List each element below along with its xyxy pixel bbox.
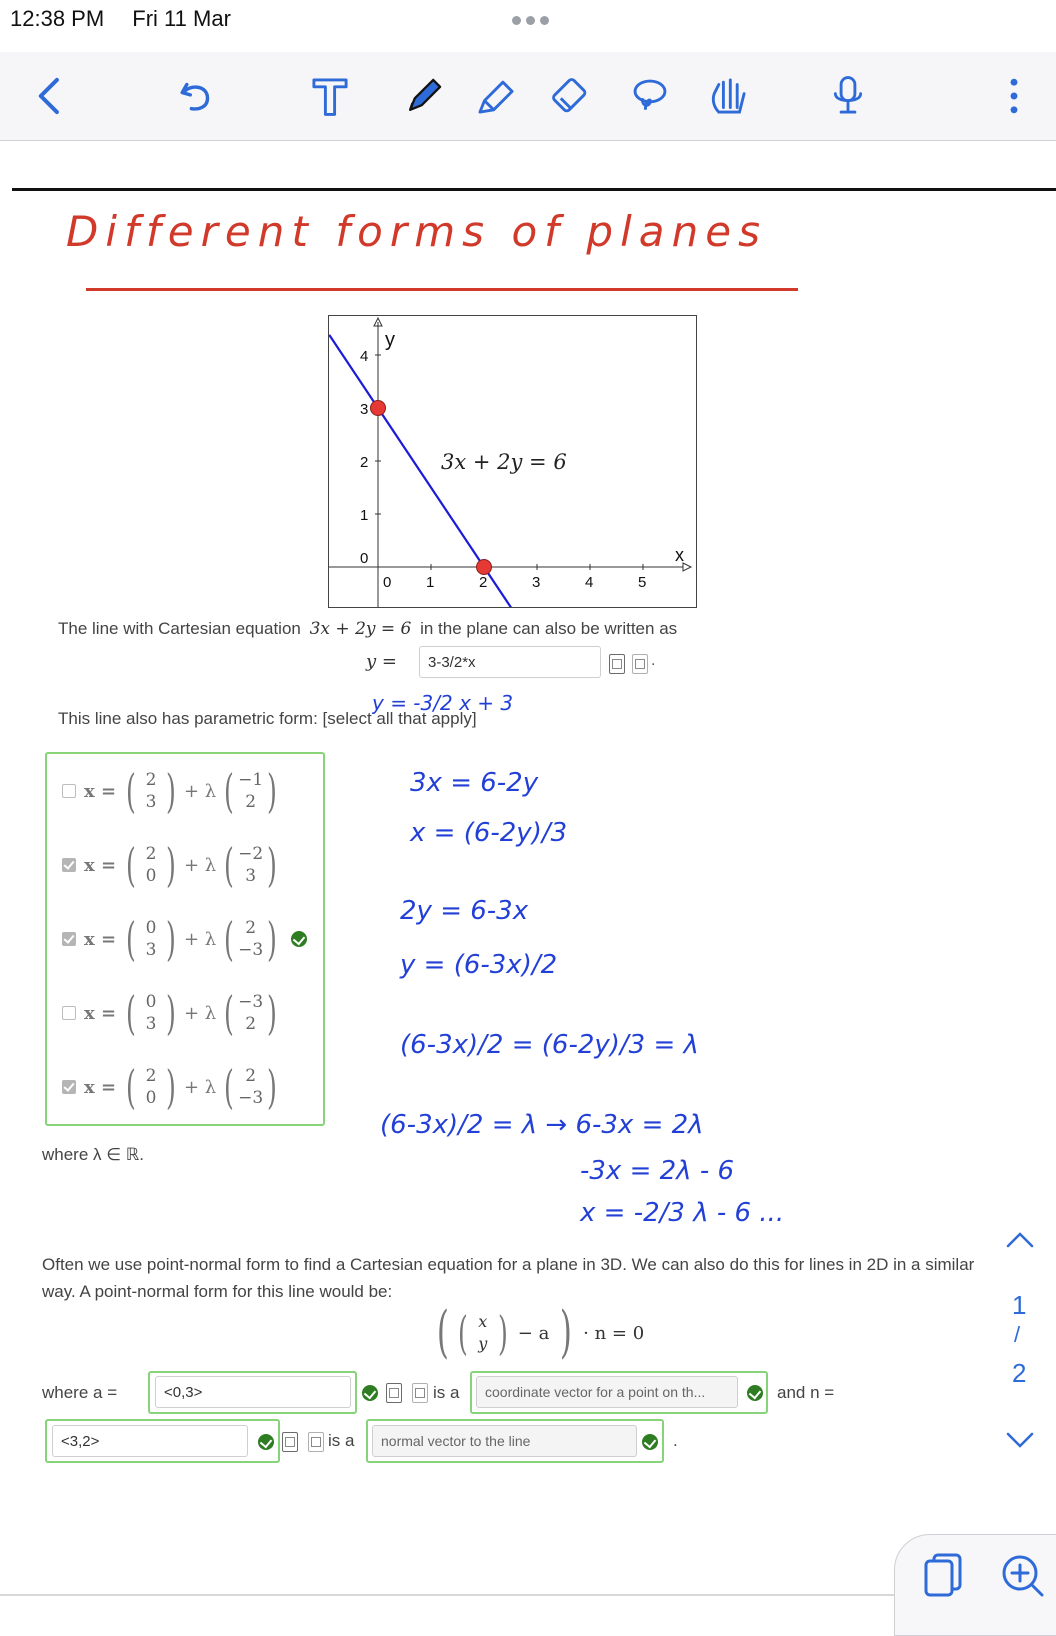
point-vector: ( 2 0 ) xyxy=(126,1060,176,1114)
y-eq-label: y = xyxy=(366,651,397,672)
is-a-label-2: is a xyxy=(328,1431,355,1450)
option-lambda: + λ xyxy=(184,780,217,802)
handwritten-y-form-text: y = -3/2 x + 3 xyxy=(372,691,514,715)
intro-line xyxy=(58,619,677,639)
y-tick-label: 0 xyxy=(360,550,369,567)
y-answer-input[interactable]: 3-3/2*x xyxy=(419,646,601,678)
handwritten-line: (6-3x)/2 = (6-2y)/3 = λ xyxy=(400,1030,699,1060)
vector-entry: 2 xyxy=(245,1014,257,1034)
where-lambda: where λ ∈ ℝ. xyxy=(42,1145,144,1164)
y-tick-label: 3 xyxy=(360,401,369,418)
option-checkbox[interactable] xyxy=(62,1080,76,1094)
back-chevron-icon[interactable] xyxy=(20,66,80,126)
x-ticks xyxy=(383,564,646,591)
n-desc-select[interactable]: normal vector to the line xyxy=(372,1425,637,1457)
n-answer-input[interactable]: <3,2> xyxy=(52,1425,248,1457)
pen-icon[interactable] xyxy=(394,66,454,126)
vector-entry: 2 xyxy=(145,770,157,790)
vector-entry: 2 xyxy=(245,918,257,938)
vector-entry: 0 xyxy=(145,866,157,886)
highlighter-icon[interactable] xyxy=(466,66,526,126)
vector-entry: 0 xyxy=(145,1088,157,1108)
status-date: Fri 11 Mar xyxy=(132,6,231,31)
graph-svg xyxy=(329,316,696,607)
text-tool-icon[interactable] xyxy=(300,66,360,126)
eraser-icon[interactable] xyxy=(540,66,600,126)
page-down-chevron-icon[interactable] xyxy=(1004,1426,1036,1454)
more-icon[interactable] xyxy=(984,66,1044,126)
x-tick-label: 4 xyxy=(585,574,594,591)
is-a-label-1: is a xyxy=(433,1383,460,1402)
x-tick-label: 1 xyxy=(426,574,435,591)
pn-col-x: x xyxy=(478,1312,488,1331)
end-period: . xyxy=(673,1431,678,1450)
vector-entry: 0 xyxy=(145,918,157,938)
point-vector: ( 2 0 ) xyxy=(126,838,176,892)
direction-vector: ( −2 3 ) xyxy=(224,838,278,892)
page-title xyxy=(66,200,806,280)
direction-vector: ( −3 2 ) xyxy=(224,986,278,1040)
option-lambda: + λ xyxy=(184,1076,217,1098)
pn-minus: − a xyxy=(517,1322,550,1344)
lasso-icon[interactable] xyxy=(620,66,680,126)
syntax-doc-icon[interactable] xyxy=(632,654,648,674)
preview-doc-icon[interactable] xyxy=(609,654,625,674)
x-intercept-point[interactable] xyxy=(477,560,492,575)
point-vector: ( 2 3 ) xyxy=(126,764,176,818)
y-tick-label: 2 xyxy=(360,454,369,471)
zoom-in-icon[interactable] xyxy=(1000,1553,1046,1599)
x-tick-label: 0 xyxy=(383,574,392,591)
intro-post: in the plane can also be written as xyxy=(420,619,678,638)
vector-entry: 3 xyxy=(145,1014,157,1034)
multitasking-dots-icon[interactable] xyxy=(512,12,556,26)
page-total: 2 xyxy=(1012,1358,1027,1388)
point-vector: ( 0 3 ) xyxy=(126,912,176,966)
handwritten-line: 2y = 6-3x xyxy=(400,896,529,926)
vector-entry: −3 xyxy=(238,1088,264,1108)
page-up-chevron-icon[interactable] xyxy=(1004,1226,1036,1254)
parametric-option[interactable] xyxy=(62,758,322,824)
and-n-label: and n = xyxy=(777,1383,835,1402)
a-preview-doc-icon[interactable] xyxy=(386,1383,402,1403)
a-desc-correct-icon xyxy=(747,1385,763,1401)
y-tick-label: 1 xyxy=(360,507,369,524)
point-normal-text: Often we use point-normal form to find a Cartesian equation for a plane in 3D. We can also do this for lines in 2D in a similar way. A point-normal form for this line would be: xyxy=(42,1255,975,1301)
handwritten-line: x = (6-2y)/3 xyxy=(410,818,568,848)
microphone-icon[interactable] xyxy=(818,66,878,126)
n-correct-icon xyxy=(258,1434,274,1450)
vector-entry: 2 xyxy=(245,1066,257,1086)
vector-entry: 0 xyxy=(145,992,157,1012)
option-checkbox[interactable] xyxy=(62,784,76,798)
pn-dot: · n = 0 xyxy=(583,1322,645,1344)
x-tick-label: 3 xyxy=(532,574,541,591)
pn-col-y: y xyxy=(478,1334,488,1353)
n-syntax-doc-icon[interactable] xyxy=(308,1432,324,1452)
parametric-option[interactable] xyxy=(62,906,322,972)
vector-entry: −2 xyxy=(238,844,264,864)
x-tick-label: 5 xyxy=(638,574,647,591)
vector-entry: 3 xyxy=(145,940,157,960)
status-bar xyxy=(10,6,253,32)
page-title-text: Different forms of planes xyxy=(66,207,766,256)
page-divider xyxy=(12,188,1056,191)
vector-entry: 3 xyxy=(145,792,157,812)
option-checkbox[interactable] xyxy=(62,932,76,946)
a-answer-input[interactable]: <0,3> xyxy=(155,1376,351,1408)
y-axis-label: y xyxy=(385,329,395,351)
direction-vector: ( −1 2 ) xyxy=(224,764,278,818)
parametric-option[interactable] xyxy=(62,832,322,898)
vector-entry: −3 xyxy=(238,940,264,960)
hand-tool-icon[interactable] xyxy=(698,66,758,126)
option-x-label: x = xyxy=(84,1002,117,1024)
option-x-label: x = xyxy=(84,1076,117,1098)
option-checkbox[interactable] xyxy=(62,858,76,872)
page-thumbnails-icon[interactable] xyxy=(922,1551,966,1599)
a-desc-select[interactable]: coordinate vector for a point on th... xyxy=(476,1376,738,1408)
point-vector: ( 0 3 ) xyxy=(126,986,176,1040)
option-lambda: + λ xyxy=(184,928,217,950)
handwritten-line: (6-3x)/2 = λ → 6-3x = 2λ xyxy=(380,1110,704,1140)
n-preview-doc-icon[interactable] xyxy=(282,1432,298,1452)
a-correct-icon xyxy=(362,1385,378,1401)
handwritten-line: 3x = 6-2y xyxy=(410,768,539,798)
option-lambda: + λ xyxy=(184,854,217,876)
option-x-label: x = xyxy=(84,780,117,802)
handwritten-line: -3x = 2λ - 6 xyxy=(580,1156,735,1186)
vector-entry: 2 xyxy=(145,1066,157,1086)
parametric-option[interactable] xyxy=(62,980,322,1046)
vector-entry: 3 xyxy=(245,866,257,886)
option-x-label: x = xyxy=(84,854,117,876)
parametric-option[interactable] xyxy=(62,1054,322,1120)
n-desc-correct-icon xyxy=(642,1434,658,1450)
vector-entry: −1 xyxy=(238,770,264,790)
page-separator: / xyxy=(1014,1322,1021,1347)
option-lambda: + λ xyxy=(184,1002,217,1024)
line-graph[interactable] xyxy=(328,315,697,608)
bottom-divider xyxy=(0,1594,900,1596)
page-current: 1 xyxy=(1012,1290,1027,1320)
vector-entry: −3 xyxy=(238,992,264,1012)
point-normal-formula: ( ( x y ) − a ) · n = 0 xyxy=(436,1300,645,1365)
option-checkbox[interactable] xyxy=(62,1006,76,1020)
direction-vector: ( 2 −3 ) xyxy=(224,912,278,966)
status-time: 12:38 PM xyxy=(10,6,105,31)
handwritten-line: x = -2/3 λ - 6 ... xyxy=(580,1198,785,1228)
x-axis-arrow xyxy=(683,563,691,571)
option-correct-icon xyxy=(291,931,307,947)
handwritten-working xyxy=(380,755,900,1240)
toolbar xyxy=(0,52,1056,141)
where-a-label: where a = xyxy=(42,1383,118,1402)
x-tick-label: 2 xyxy=(479,574,488,591)
vector-entry: 2 xyxy=(145,844,157,864)
vector-entry: 2 xyxy=(245,792,257,812)
x-axis-label: x xyxy=(675,545,684,565)
direction-vector: ( 2 −3 ) xyxy=(224,1060,278,1114)
y-tick-label: 4 xyxy=(360,348,369,365)
undo-icon[interactable] xyxy=(166,66,226,126)
param-prompt: This line also has parametric form: [select all that apply] xyxy=(58,709,477,728)
y-intercept-point[interactable] xyxy=(371,401,386,416)
intro-eq: 3x + 2y = 6 xyxy=(309,619,412,639)
title-underline xyxy=(86,288,798,291)
graph-equation-label: 3x + 2y = 6 xyxy=(441,450,567,474)
a-syntax-doc-icon[interactable] xyxy=(412,1383,428,1403)
handwritten-line: y = (6-3x)/2 xyxy=(400,950,558,980)
option-x-label: x = xyxy=(84,928,117,950)
intro-pre: The line with Cartesian equation xyxy=(58,619,301,638)
